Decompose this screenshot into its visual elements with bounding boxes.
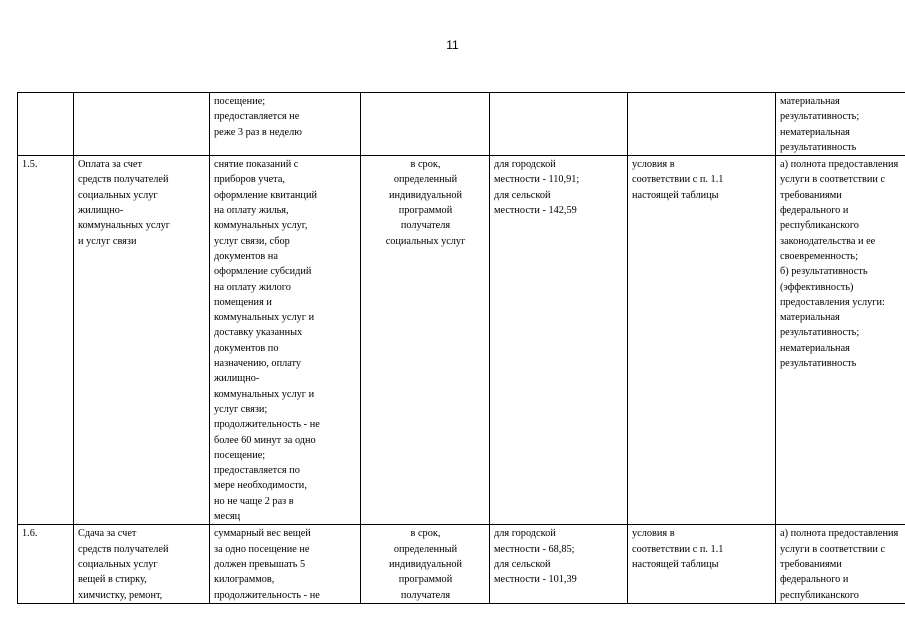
cell-text-line: определенный	[393, 543, 458, 555]
cell-text-line: условия в	[632, 159, 675, 171]
cell-text-line: получателя	[400, 589, 451, 601]
cell-text-line: Сдача за счет	[78, 528, 137, 540]
cell-text-line: настоящей таблицы	[632, 189, 719, 201]
cell-text-line: мере необходимости,	[214, 480, 307, 492]
quality-criteria-cell	[776, 156, 905, 525]
cell-text-line: для городской	[494, 528, 556, 540]
cell-text-line: федерального и	[780, 205, 849, 217]
cell-text-line: предоставления услуги:	[780, 296, 885, 308]
cell-text-line: (эффективность)	[780, 281, 854, 293]
cell-text-line: доставку указанных	[214, 327, 303, 339]
cell-text-line: килограммов,	[214, 574, 275, 586]
cell-text-line: 1.6.	[22, 528, 38, 540]
table-row	[18, 93, 905, 156]
cell-text-line: средств получателей	[78, 174, 169, 186]
service-term-cell	[361, 156, 490, 525]
cell-text-line: оформление субсидий	[214, 266, 312, 278]
cell-text-line: жилищно-	[214, 373, 260, 385]
cell-text-line: Оплата за счет	[78, 159, 142, 171]
cell-text-line: продолжительность - не	[214, 589, 320, 601]
cell-text-line: социальных услуг	[78, 558, 158, 570]
cell-text-line: материальная	[780, 96, 840, 107]
cell-text-line: услуг связи, сбор	[214, 235, 290, 247]
cell-text-line: посещение;	[214, 96, 266, 107]
cell-text-line: но не чаще 2 раз в	[214, 495, 294, 507]
service-conditions-cell	[628, 525, 776, 603]
cell-text-line: назначению, оплату	[214, 358, 302, 370]
service-description-cell	[210, 525, 361, 603]
service-name-cell	[74, 156, 210, 525]
cell-text-line: средств получателей	[78, 543, 169, 555]
cell-text-line: и услуг связи	[78, 235, 137, 247]
cell-text-line: оформление квитанций	[214, 189, 317, 201]
row-number-cell	[18, 525, 74, 603]
cell-text-line: определенный	[393, 174, 458, 186]
cell-text-line: нематериальная	[780, 126, 850, 138]
cell-text-line: программой	[398, 205, 453, 217]
cell-text-line: местности - 142,59	[494, 205, 577, 217]
cell-text-line: нематериальная	[780, 342, 850, 354]
cell-text-line: коммунальных услуг	[78, 220, 170, 232]
cell-text-line: вещей в стирку,	[78, 574, 147, 586]
cell-text-line: требованиями	[780, 558, 842, 570]
cell-text-line: в срок,	[410, 159, 441, 171]
cell-text-line: программой	[398, 574, 453, 586]
cell-text-line: 1.5.	[22, 159, 38, 171]
cell-text-line: республиканского	[780, 589, 859, 601]
cell-text-line: индивидуальной	[388, 558, 463, 570]
cell-text-line: результативность;	[780, 327, 860, 339]
cell-text-line: а) полнота предоставления	[780, 159, 899, 171]
cell-text-line: за одно посещение не	[214, 543, 310, 555]
quality-criteria-cell	[776, 525, 905, 603]
cell-text-line: соответствии с п. 1.1	[632, 174, 724, 186]
cell-text-line: социальных услуг	[385, 235, 466, 247]
cell-text-line: химчистку, ремонт,	[78, 589, 163, 601]
cell-text-line: б) результативность	[780, 266, 868, 278]
cell-text-line: должен превышать 5	[214, 558, 306, 570]
cell-text-line: продолжительность - не	[214, 419, 320, 431]
cell-text-line: более 60 минут за одно	[214, 434, 316, 446]
cell-text-line: для сельской	[494, 558, 551, 570]
cell-text-line: услуги в соответствии с	[780, 543, 886, 555]
page-number: 11	[446, 38, 459, 52]
cell-text-line: приборов учета,	[214, 174, 285, 186]
service-price-cell	[490, 525, 628, 603]
cell-text-line: республиканского	[780, 220, 859, 232]
table-body	[18, 93, 905, 604]
quality-criteria-cell	[776, 93, 905, 156]
cell-text-line: индивидуальной	[388, 189, 463, 201]
cell-text-line: результативность	[780, 358, 857, 370]
table-row	[18, 156, 905, 525]
cell-text-line: жилищно-	[78, 205, 124, 217]
service-price-cell	[490, 93, 628, 156]
cell-text-line: местности - 101,39	[494, 574, 577, 586]
table-row	[18, 525, 905, 603]
cell-text-line: в срок,	[410, 528, 441, 540]
service-term-cell	[361, 525, 490, 603]
cell-text-line: коммунальных услуг и	[214, 312, 315, 324]
cell-text-line: на оплату жилого	[214, 281, 291, 293]
services-table	[17, 92, 905, 604]
cell-text-line: для сельской	[494, 189, 551, 201]
cell-text-line: коммунальных услуг,	[214, 220, 308, 232]
cell-text-line: а) полнота предоставления	[780, 528, 899, 540]
cell-text-line: документов на	[214, 250, 278, 262]
cell-text-line: на оплату жилья,	[214, 205, 289, 217]
cell-text-line: местности - 68,85;	[494, 543, 575, 555]
cell-text-line: местности - 110,91;	[494, 174, 580, 186]
cell-text-line: предоставляется не	[214, 111, 300, 123]
service-name-cell	[74, 525, 210, 603]
cell-text-line: материальная	[780, 312, 840, 324]
service-conditions-cell	[628, 156, 776, 525]
cell-text-line: помещения и	[214, 296, 272, 308]
service-description-cell	[210, 156, 361, 525]
service-name-cell	[74, 93, 210, 156]
service-conditions-cell	[628, 93, 776, 156]
cell-text-line: услуг связи;	[214, 403, 268, 415]
cell-text-line: документов по	[214, 342, 279, 354]
cell-text-line: реже 3 раз в неделю	[214, 126, 302, 138]
cell-text-line: своевременность;	[780, 250, 858, 262]
cell-text-line: федерального и	[780, 574, 849, 586]
cell-text-line: социальных услуг	[78, 189, 158, 201]
cell-text-line: получателя	[400, 220, 451, 232]
cell-text-line: требованиями	[780, 189, 842, 201]
cell-text-line: суммарный вес вещей	[214, 528, 311, 540]
cell-text-line: услуги в соответствии с	[780, 174, 886, 186]
cell-text-line: коммунальных услуг и	[214, 388, 315, 400]
cell-text-line: снятие показаний с	[214, 159, 299, 171]
cell-text-line: результативность	[780, 141, 857, 153]
cell-text-line: условия в	[632, 528, 675, 540]
cell-text-line: результативность;	[780, 111, 860, 123]
cell-text-line: соответствии с п. 1.1	[632, 543, 724, 555]
cell-text-line: посещение;	[214, 449, 266, 461]
cell-text-line: месяц	[214, 511, 241, 523]
cell-text-line: для городской	[494, 159, 556, 171]
service-term-cell	[361, 93, 490, 156]
cell-text-line: законодательства и ее	[780, 235, 876, 247]
cell-text-line: предоставляется по	[214, 465, 300, 477]
service-price-cell	[490, 156, 628, 525]
row-number-cell	[18, 93, 74, 156]
service-description-cell	[210, 93, 361, 156]
row-number-cell	[18, 156, 74, 525]
cell-text-line: настоящей таблицы	[632, 558, 719, 570]
